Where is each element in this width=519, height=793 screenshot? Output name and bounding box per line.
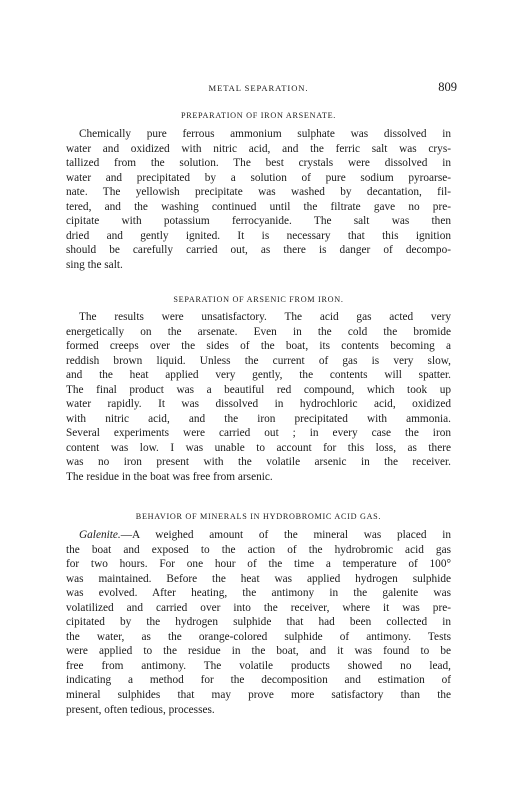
text-line: sing the salt. xyxy=(66,258,123,271)
text-line: The final product was a beautiful red compound, which took up xyxy=(66,383,451,396)
section-arsenic-from-iron xyxy=(66,295,451,485)
text-line: content was low. I was unable to account for this loss, as there xyxy=(66,441,451,454)
text-line: reddish brown liquid. Unless the current of gas is very slow, xyxy=(66,354,451,367)
text-line: indicating a method for the decomposition and estimation of xyxy=(66,674,451,687)
text-line: water and oxidized with nitric acid, and the ferric salt was crys- xyxy=(66,142,451,155)
text-line: were applied to the residue in the boat, and it was found to be xyxy=(66,645,451,658)
text-line: mineral sulphides that may prove more satisfactory than the xyxy=(66,689,451,702)
text-line: was evolved. After heating, the antimony in the galenite was xyxy=(66,587,451,600)
running-head xyxy=(66,80,457,97)
text-line: cipitated by the hydrogen sulphide that had been collected in xyxy=(66,616,451,629)
text-line: free from antimony. The volatile products showed no lead, xyxy=(66,659,451,672)
running-title: METAL SEPARATION. xyxy=(208,83,309,93)
text-line: water and precipitated by a solution of pure sodium pyroarse- xyxy=(66,171,451,184)
paragraph xyxy=(66,127,451,272)
section-heading: BEHAVIOR OF MINERALS IN HYDROBROMIC ACID GAS. xyxy=(135,512,382,521)
text-line: tallized from the solution. The best crystals were dissolved in xyxy=(66,157,451,170)
text-line: the water, as the orange-colored sulphide of antimony. Tests xyxy=(66,630,451,643)
paragraph xyxy=(66,528,451,717)
text-line: should be carefully carried out, as there is danger of decompo- xyxy=(66,244,451,257)
text-line: dried and gently ignited. It is necessary that this ignition xyxy=(66,229,451,242)
text-line: water rapidly. It was dissolved in hydrochloric acid, oxidized xyxy=(66,398,451,411)
text-line: cipitate with potassium ferrocyanide. The salt was then xyxy=(66,215,451,228)
paragraph xyxy=(66,310,451,485)
text-line: with nitric acid, and the iron precipitated with ammonia. xyxy=(66,412,451,425)
text-line: formed creeps over the sides of the boat, its contents becoming a xyxy=(66,340,451,353)
lead-in-term: Galenite. xyxy=(79,529,121,541)
text-line xyxy=(66,528,451,543)
section-iron-arsenate xyxy=(66,111,451,272)
text-line: volatilized and carried over into the receiver, where it was pre- xyxy=(66,601,451,614)
section-heading: SEPARATION OF ARSENIC FROM IRON. xyxy=(173,295,344,304)
text-line: for two hours. For one hour of the time a temperature of 100° xyxy=(66,558,451,571)
text-line: The residue in the boat was free from arsenic. xyxy=(66,471,273,484)
text-line: the boat and exposed to the action of the hydrobromic acid gas xyxy=(66,543,451,556)
text-line: was maintained. Before the heat was applied hydrogen sulphide xyxy=(66,572,451,585)
text-line: The results were unsatisfactory. The acid gas acted very xyxy=(79,311,451,323)
section-heading: PREPARATION OF IRON ARSENATE. xyxy=(180,111,337,120)
text-line: energetically on the arsenate. Even in the cold the bromide xyxy=(66,325,451,338)
section-minerals-hydrobromic xyxy=(66,512,451,717)
text-line: tered, and the washing continued until the filtrate gave no pre- xyxy=(66,200,451,213)
text-line: present, often tedious, processes. xyxy=(66,703,215,716)
lead-in-rest: —A weighed amount of the mineral was placed in xyxy=(120,529,451,541)
text-line: and the heat applied very gently, the contents will spatter. xyxy=(66,369,451,382)
text-line: was no iron present with the volatile arsenic in the receiver. xyxy=(66,456,451,469)
text-line: nate. The yellowish precipitate was washed by decantation, fil- xyxy=(66,186,451,199)
page-number: 809 xyxy=(438,80,457,94)
text-line: Chemically pure ferrous ammonium sulphate was dissolved in xyxy=(79,128,451,140)
text-line: Several experiments were carried out ; in every case the iron xyxy=(66,427,451,440)
